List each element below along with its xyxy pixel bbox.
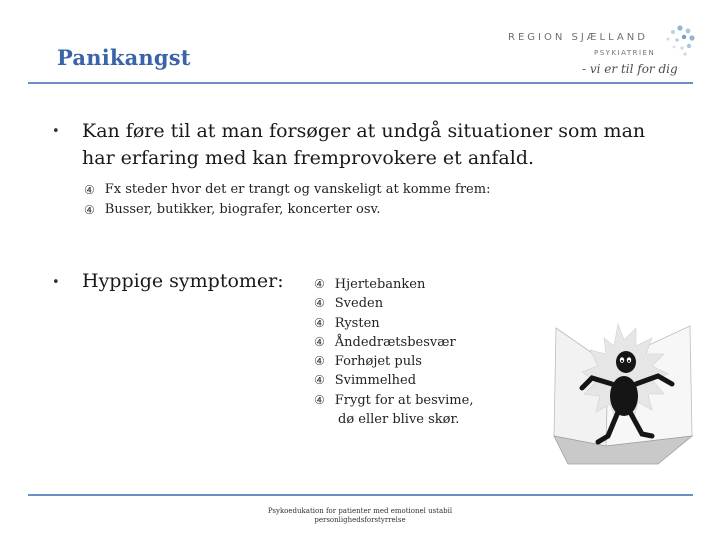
symptom-text: Frygt for at besvime,: [334, 392, 474, 408]
list-item-text: Fx steder hvor det er trangt og vanskeligt at komme frem:: [104, 182, 491, 197]
footer-line-1: Psykoedukation for patienter med emotionel ustabil: [267, 507, 453, 515]
symptom-text: Svimmelhed: [334, 373, 417, 389]
symptom-text: Sveden: [334, 296, 384, 312]
list-bullet-icon: ④: [314, 315, 325, 330]
logo-sub-text: PSYKIATRIEN: [594, 49, 656, 57]
symptom-text: Åndedrætsbesvær: [334, 334, 456, 350]
panicked-figure-illustration: [548, 318, 698, 468]
list-item: [314, 275, 473, 294]
region-sjaelland-logo: [508, 24, 693, 88]
list-bullet-icon: ④: [314, 373, 325, 388]
list-bullet-icon: ④: [314, 277, 325, 291]
bullet-avoidance-text: Kan føre til at man forsøger at undgå situationer som man har erfaring med kan fremprovokere et anfald.: [82, 120, 646, 169]
list-bullet-icon: ④: [314, 354, 325, 369]
bullet-symptoms-text: Hyppige symptomer:: [82, 270, 284, 292]
bullet-marker: •: [52, 275, 60, 290]
list-item: [84, 180, 490, 200]
symptom-text: Hjertebanken: [334, 277, 426, 292]
logo-dots-icon: [658, 24, 698, 64]
footer-divider: [28, 494, 693, 496]
list-item: [84, 200, 490, 220]
footer-line-2: personlighedsforstyrrelse: [314, 516, 406, 524]
footer-caption: [220, 507, 500, 525]
list-bullet-icon: ④: [314, 392, 325, 407]
list-bullet-icon: ④: [84, 203, 95, 217]
list-item: [314, 314, 473, 333]
title-divider: [28, 82, 693, 84]
list-item: [314, 294, 473, 313]
slide-title: Panikangst: [57, 45, 191, 70]
symptoms-list: [314, 275, 473, 429]
logo-main-text: REGION SJÆLLAND: [508, 32, 648, 43]
list-item-text: Busser, butikker, biografer, koncerter osv.: [104, 202, 381, 217]
list-item: [314, 352, 473, 371]
list-bullet-icon: ④: [314, 296, 325, 311]
symptom-text: Forhøjet puls: [334, 354, 422, 370]
list-bullet-icon: ④: [314, 334, 325, 349]
list-bullet-icon: ④: [84, 183, 95, 197]
list-item: [314, 371, 473, 390]
avoidance-examples-list: [84, 180, 490, 220]
logo-slogan: - vi er til for dig: [582, 62, 678, 76]
bullet-marker: •: [52, 124, 60, 139]
list-item: [314, 333, 473, 352]
list-item: [314, 391, 473, 410]
symptom-continuation: dø eller blive skør.: [338, 412, 460, 428]
symptom-text: Rysten: [334, 315, 380, 331]
